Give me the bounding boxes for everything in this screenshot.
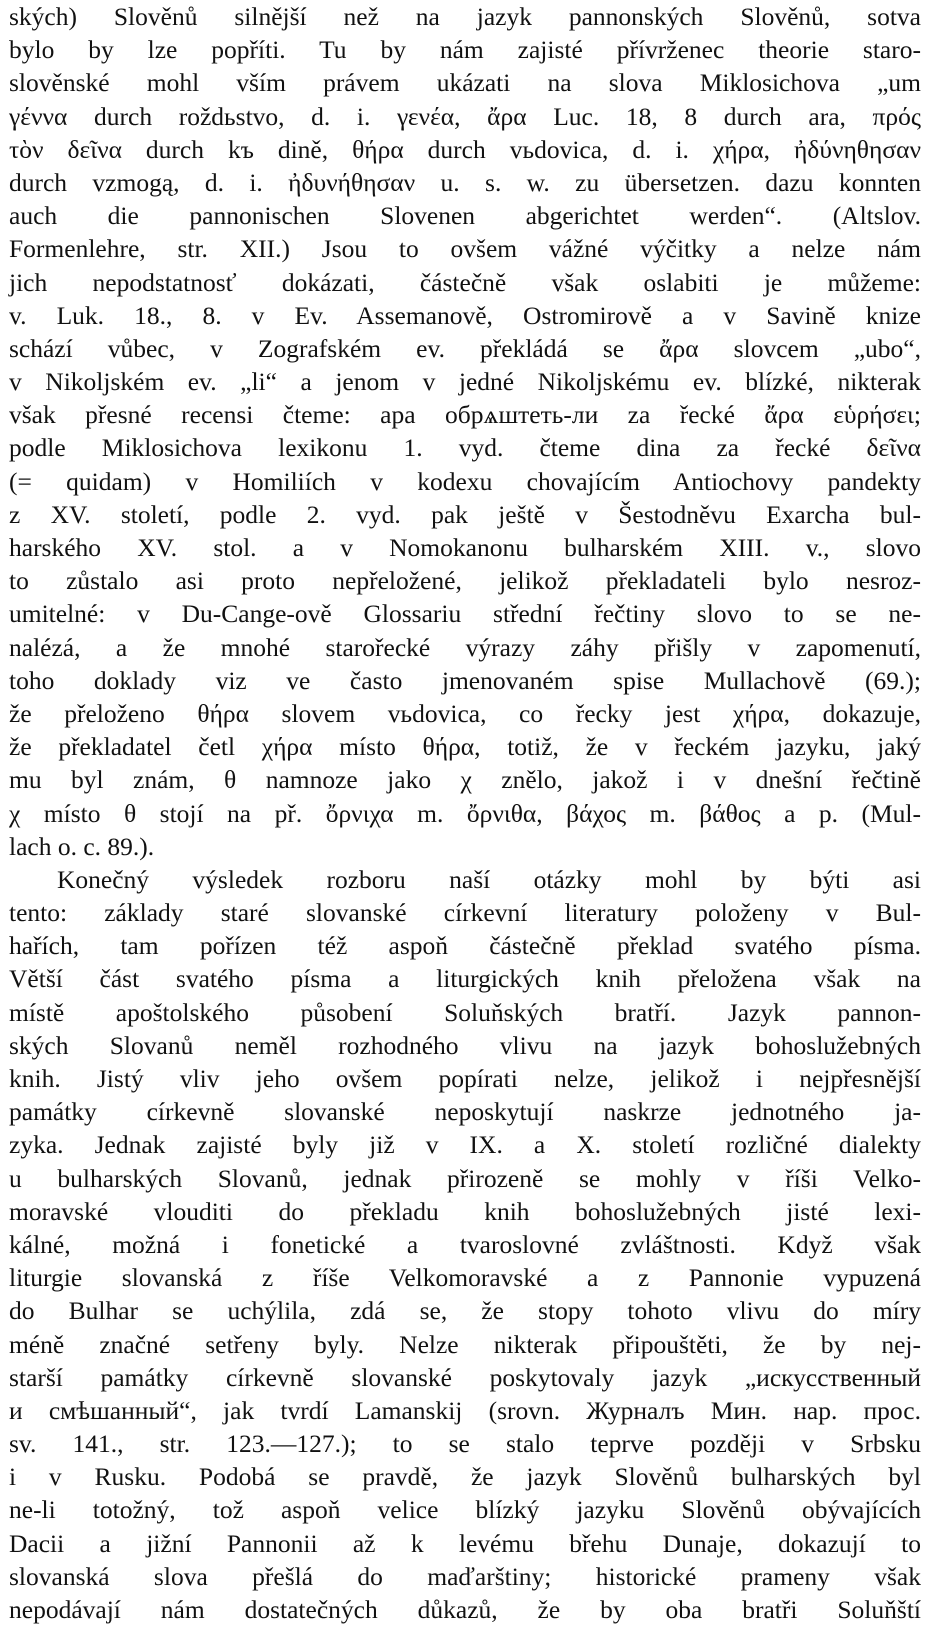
text-line: auch die pannonischen Slovenen abgerichtet werden“. (Altslov.	[9, 201, 921, 231]
text-line: místě apoštolského působení Soluňských bratří. Jazyk pannon-	[9, 997, 921, 1027]
text-line: durch vzmogą, d. i. ἠδυνήθησαν u. s. w. zu übersetzen. dazu konnten	[9, 167, 921, 197]
text-line: do Bulhar se uchýlila, zdá se, že stopy tohoto vlivu do míry	[9, 1296, 921, 1326]
text-line: harského XV. stol. a v Nomokanonu bulharském XIII. v., slovo	[9, 533, 921, 562]
text-line: ne-li totožný, tož aspoň velice blízký jazyku Slověnů obývajících	[9, 1495, 921, 1525]
text-line: ských Slovanů neměl rozhodného vlivu na jazyk bohoslužebných	[9, 1030, 921, 1060]
text-line: hařích, tam pořízen též aspoň částečně překlad svatého písma.	[9, 931, 921, 961]
text-line: Dacii a jižní Pannonii až k levému břehu Dunaje, dokazují to	[9, 1528, 921, 1558]
text-line: χ místo θ stojí na př. ὄρνιχα m. ὄρνιθα, βάχος m. βάθος a p. (Mul-	[9, 798, 921, 828]
text-line: v. Luk. 18., 8. v Ev. Assemanově, Ostromirově a v Savině knize	[9, 300, 921, 330]
text-line: méně značné setřeny byly. Nelze nikterak připouštěti, že by nej-	[9, 1329, 921, 1359]
text-line: slovanská slova přešlá do maďarštiny; historické prameny však	[9, 1561, 921, 1591]
text-line: jich nepodstatnosť dokázati, částečně však oslabiti je můžeme:	[9, 267, 921, 297]
text-line: nalézá, a že mnohé starořecké výrazy záhy přišly v zapomenutí,	[9, 632, 921, 662]
text-line: podle Miklosichova lexikonu 1. vyd. čteme dina za řecké δεῖνα	[9, 433, 921, 463]
text-line: nepodávají nám dostatečných důkazů, že by oba bratři Soluňští	[9, 1595, 921, 1624]
text-line: lach o. c. 89.).	[9, 831, 155, 861]
text-line: v Nikoljském ev. „li“ a jenom v jedné Nikoljskému ev. blízké, nikterak	[9, 367, 921, 397]
text-line: Větší část svatého písma a liturgických knih přeložena však na	[9, 964, 921, 994]
text-line: schází vůbec, v Zografském ev. překládá se ἄρα slovcem „ubo“,	[9, 333, 921, 363]
text-line: γέννα durch roždьstvo, d. i. γενέα, ἄρα Luc. 18, 8 durch ara, πρός	[9, 101, 921, 131]
text-line: knih. Jistý vliv jeho ovšem popírati nelze, jelikož i nejpřesnější	[9, 1064, 921, 1093]
text-line: z XV. století, podle 2. vyd. pak ještě v Šestodněvu Exarcha bul-	[9, 499, 921, 529]
text-line: u bulharských Slovanů, jednak přirozeně se mohly v říši Velko-	[9, 1163, 921, 1193]
text-line: tento: základy staré slovanské církevní literatury položeny v Bul-	[9, 898, 921, 928]
text-line: umitelné: v Du-Cange-ově Glossariu střední řečtiny slovo to se ne-	[9, 599, 921, 629]
text-line: ských) Slověnů silnější než na jazyk pannonských Slověnů, sotva	[9, 2, 921, 31]
text-line: starší památky církevně slovanské poskytovaly jazyk „искусственный	[9, 1362, 921, 1392]
text-line: moravské vlouditi do překladu knih bohoslužebných jisté lexi-	[9, 1196, 921, 1226]
text-line: bylo by lze popříti. Tu by nám zajisté přívrženec theorie staro-	[9, 35, 921, 65]
text-line: sv. 141., str. 123.—127.); to se stalo teprve později v Srbsku	[9, 1429, 921, 1459]
paragraph-first-line: Konečný výsledek rozboru naší otázky mohl by býti asi	[57, 864, 921, 894]
text-line: kálné, možná i fonetické a tvaroslovné zvláštnosti. Když však	[9, 1229, 921, 1259]
text-line: zyka. Jednak zajisté byly již v IX. a X. století rozličné dialekty	[9, 1130, 921, 1160]
text-line: to zůstalo asi proto nepřeložené, jelikož překladateli bylo nesroz-	[9, 566, 921, 596]
text-line: že překladatel četl χήρα místo θήρα, totiž, že v řeckém jazyku, jaký	[9, 732, 921, 762]
text-line: τὸν δεῖνα durch kъ dině, θήρα durch vьdovica, d. i. χήρα, ἠδύνηθησαν	[9, 134, 921, 164]
text-line: liturgie slovanská z říše Velkomoravské a z Pannonie vypuzená	[9, 1263, 921, 1293]
text-line: i v Rusku. Podobá se pravdě, že jazyk Slověnů bulharských byl	[9, 1462, 921, 1492]
text-line: mu byl znám, θ namnoze jako χ znělo, jakož i v dnešní řečtině	[9, 765, 921, 795]
document-page	[9, 0, 921, 1626]
text-line: и смѣшанный“, jak tvrdí Lamanskij (srovn. Журналъ Мин. нар. прос.	[9, 1395, 921, 1425]
text-line: slověnské mohl vším právem ukázati na slova Miklosichova „um	[9, 68, 921, 98]
text-line: že přeloženo θήρα slovem vьdovica, co řecky jest χήρα, dokazuje,	[9, 698, 921, 728]
text-line: památky církevně slovanské neposkytují naskrze jednotného ja-	[9, 1097, 921, 1127]
text-line: Formenlehre, str. XII.) Jsou to ovšem vážné výčitky a nelze nám	[9, 234, 921, 264]
text-line: toho doklady viz ve často jmenovaném spise Mullachově (69.);	[9, 665, 921, 695]
text-line: (= quidam) v Homiliích v kodexu chovajícím Antiochovy pandekty	[9, 466, 921, 496]
text-line: však přesné recensi čteme: ара обрѧштеть-ли za řecké ἄρα εὑρήσει;	[9, 400, 921, 430]
